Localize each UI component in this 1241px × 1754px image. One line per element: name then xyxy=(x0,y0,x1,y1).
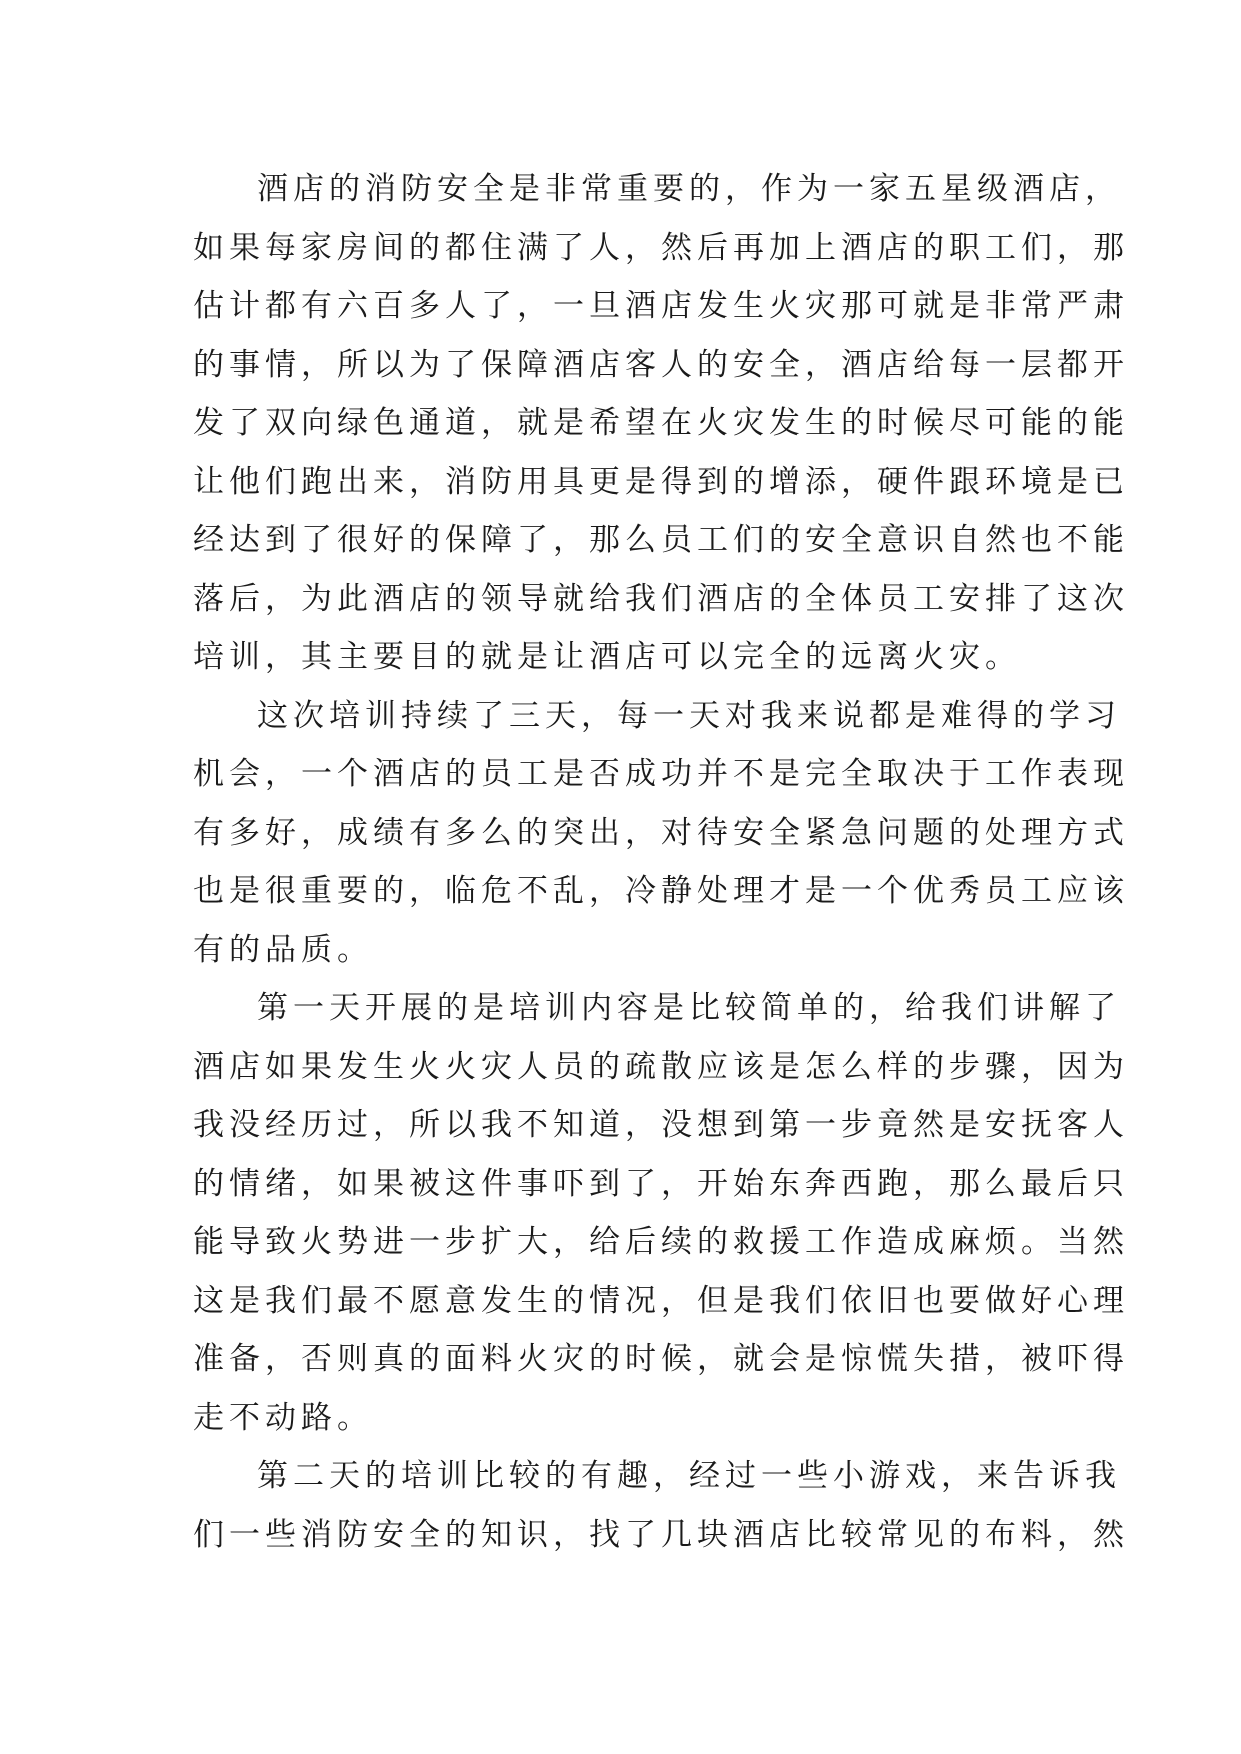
text-line: 能导致火势进一步扩大，给后续的救援工作造成麻烦。当然 xyxy=(193,1224,1129,1260)
text-line: 的情绪，如果被这件事吓到了，开始东奔西跑，那么最后只 xyxy=(193,1165,1129,1202)
text-line: 经达到了很好的保障了，那么员工们的安全意识自然也不能 xyxy=(193,522,1129,558)
paragraph-first-line: 酒店的消防安全是非常重要的，作为一家五星级酒店， xyxy=(257,171,1121,207)
text-line: 有的品质。 xyxy=(193,931,373,968)
text-line: 估计都有六百多人了，一旦酒店发生火灾那可就是非常严肃 xyxy=(193,288,1129,324)
document-body xyxy=(193,160,1129,1564)
text-line: 酒店如果发生火火灾人员的疏散应该是怎么样的步骤，因为 xyxy=(193,1048,1129,1085)
text-line: 落后，为此酒店的领导就给我们酒店的全体员工安排了这次 xyxy=(193,580,1129,617)
text-line: 如果每家房间的都住满了人，然后再加上酒店的职工们，那 xyxy=(193,229,1129,266)
text-line: 也是很重要的，临危不乱，冷静处理才是一个优秀员工应该 xyxy=(193,873,1129,909)
text-line: 准备，否则真的面料火灾的时候，就会是惊慌失措，被吓得 xyxy=(193,1341,1129,1377)
paragraph-first-line: 这次培训持续了三天，每一天对我来说都是难得的学习 xyxy=(257,697,1121,734)
paragraph-first-line: 第一天开展的是培训内容是比较简单的，给我们讲解了 xyxy=(257,990,1121,1026)
text-line: 发了双向绿色通道，就是希望在火灾发生的时候尽可能的能 xyxy=(193,405,1129,441)
text-line: 机会，一个酒店的员工是否成功并不是完全取决于工作表现 xyxy=(193,756,1129,792)
text-line: 培训，其主要目的就是让酒店可以完全的远离火灾。 xyxy=(193,639,1021,675)
text-line: 让他们跑出来，消防用具更是得到的增添，硬件跟环境是已 xyxy=(193,463,1129,500)
text-line: 有多好，成绩有多么的突出，对待安全紧急问题的处理方式 xyxy=(193,814,1129,851)
paragraph-first-line: 第二天的培训比较的有趣，经过一些小游戏，来告诉我 xyxy=(257,1458,1121,1494)
text-line: 我没经历过，所以我不知道，没想到第一步竟然是安抚客人 xyxy=(193,1107,1129,1143)
text-line: 这是我们最不愿意发生的情况，但是我们依旧也要做好心理 xyxy=(193,1282,1129,1319)
text-line: 走不动路。 xyxy=(193,1399,373,1436)
text-line: 的事情，所以为了保障酒店客人的安全，酒店给每一层都开 xyxy=(193,346,1129,383)
text-line: 们一些消防安全的知识，找了几块酒店比较常见的布料，然 xyxy=(193,1516,1129,1553)
